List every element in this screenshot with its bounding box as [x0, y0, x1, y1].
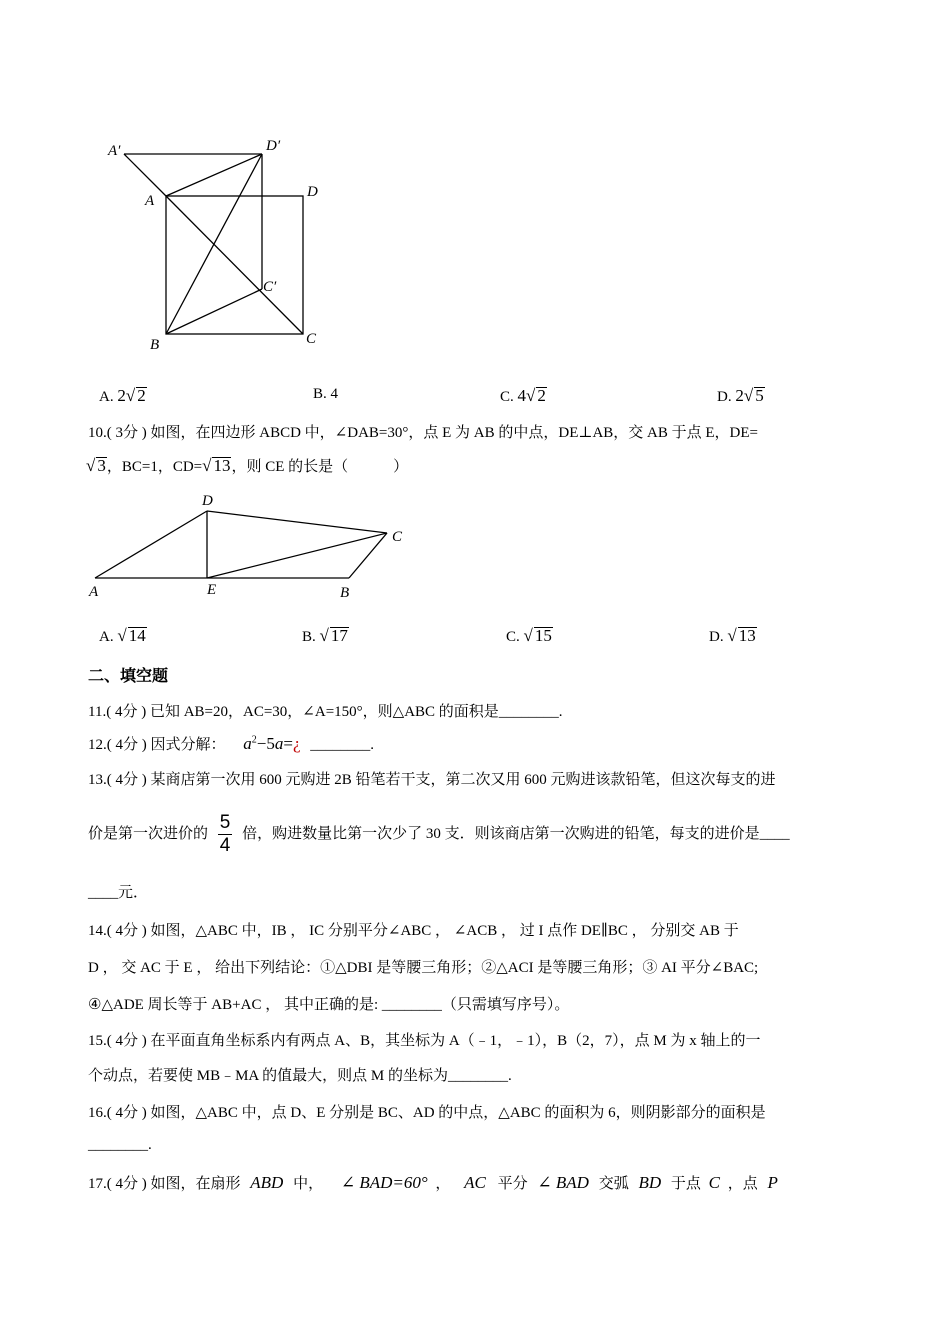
question-score: ( 4分 ): [106, 1105, 147, 1121]
question-number: 12.: [88, 737, 107, 753]
question-score: ( 3分 ): [106, 425, 147, 441]
q10-option-d[interactable]: D. √ 13: [709, 626, 756, 645]
question-number: 15.: [88, 1033, 107, 1049]
question-score: ( 4分 ): [106, 923, 147, 939]
question-number: 14.: [88, 923, 107, 939]
q16-line2: ________.: [88, 1137, 152, 1153]
q10-option-c[interactable]: C. √ 15: [506, 626, 552, 645]
label-d-prime: D′: [266, 138, 281, 154]
question-score: ( 4分 ): [106, 704, 147, 720]
label-b: B: [150, 337, 160, 353]
label-a: A: [89, 584, 99, 600]
q13-line1: 13.( 4分 ) 某商店第一次用 600 元购进 2B 铅笔若干支，第二次又用 600 元购进该款铅笔，但这次每支的进: [88, 772, 776, 788]
q15-line1: 15.( 4分 ) 在平面直角坐标系内有两点 A、B，其坐标为 A（﹣1，﹣1），B（2，7），点 M 为 x 轴上的一: [88, 1033, 761, 1049]
label-e: E: [207, 582, 217, 598]
label-c-prime: C′: [263, 279, 277, 295]
label-a-prime: A′: [108, 143, 121, 159]
q9-option-a[interactable]: A. 2√ 2: [99, 386, 146, 405]
question-score: ( 4分 ): [106, 737, 147, 753]
q14-line1: 14.( 4分 ) 如图，△ABC 中，IB ， IC 分别平分∠ABC ， ∠ACB ， 过 I 点作 DE∥BC ， 分别交 AB 于: [88, 923, 739, 939]
q10-option-b[interactable]: B. √ 17: [302, 626, 348, 645]
label-c: C: [306, 331, 317, 347]
q14-line2: D ， 交 AC 于 E ， 给出下列结论：①△DBI 是等腰三角形；②△ACI 是等腰三角形；③ AI 平分∠BAC;: [88, 960, 759, 976]
fraction-5-4: $\frac{5}{4}$: [219, 812, 231, 856]
label-d: D: [202, 493, 213, 509]
section-title: 二、填空题: [88, 666, 169, 685]
q14-line3: ④△ADE 周长等于 AB+AC ， 其中正确的是: ________（只需填写序号）。: [88, 997, 570, 1013]
q16-line1: 16.( 4分 ) 如图，△ABC 中，点 D、E 分别是 BC、AD 的中点，△ABC 的面积为 6，则阴影部分的面积是: [88, 1105, 766, 1121]
label-c: C: [392, 529, 403, 545]
question-number: 17.: [88, 1176, 107, 1192]
q9-option-c[interactable]: C. 4√ 2: [500, 386, 546, 405]
label-b: B: [340, 585, 350, 600]
question-score: ( 4分 ): [106, 1033, 147, 1049]
q12: 12.( 4分 ) 因式分解： $a^2-5a=¿$ ________.: [88, 734, 374, 753]
q13-line3: ____元．: [88, 885, 149, 901]
question-number: 16.: [88, 1105, 107, 1121]
figure-q10: [0, 480, 950, 600]
question-score: ( 4分 ): [106, 1176, 147, 1192]
label-d: D: [307, 184, 318, 200]
q15-line2: 个动点，若要使 MB﹣MA 的值最大，则点 M 的坐标为________.: [88, 1068, 512, 1084]
q12-expression: $a^2-5a=¿$: [243, 734, 301, 753]
question-number: 11.: [88, 704, 107, 720]
q10-line1: 10.( 3分 ) 如图，在四边形 ABCD 中，∠DAB=30°，点 E 为 AB 的中点，DE⊥AB，交 AB 于点 E，DE=: [88, 425, 759, 441]
q13-line2: 价是第一次进价的 $\frac{5}{4}$ 倍，购进数量比第一次少了 30 支．则该商店第一次购进的铅笔，每支的进价是____: [88, 812, 790, 856]
q10-option-a[interactable]: A. √ 14: [99, 626, 146, 645]
q17-line1: 17.( 4分 ) 如图，在扇形 ABD 中， ∠ BAD=60° ， AC 平分 ∠ BAD 交弧 BD 于点 C ，点 P: [88, 1173, 778, 1192]
question-number: 10.: [88, 425, 107, 441]
question-score: ( 4分 ): [106, 772, 147, 788]
q10-line2: √ 3，BC=1，CD=√ 13，则 CE 的长是（ ）: [86, 456, 409, 475]
q11: 11.( 4分 ) 已知 AB=20，AC=30，∠A=150°，则△ABC 的面积是________.: [88, 704, 563, 720]
label-a: A: [145, 193, 155, 209]
q9-option-b[interactable]: B. 4: [313, 386, 339, 402]
q9-option-d[interactable]: D. 2√ 5: [717, 386, 764, 405]
figure-q9: [0, 0, 950, 380]
question-number: 13.: [88, 772, 107, 788]
